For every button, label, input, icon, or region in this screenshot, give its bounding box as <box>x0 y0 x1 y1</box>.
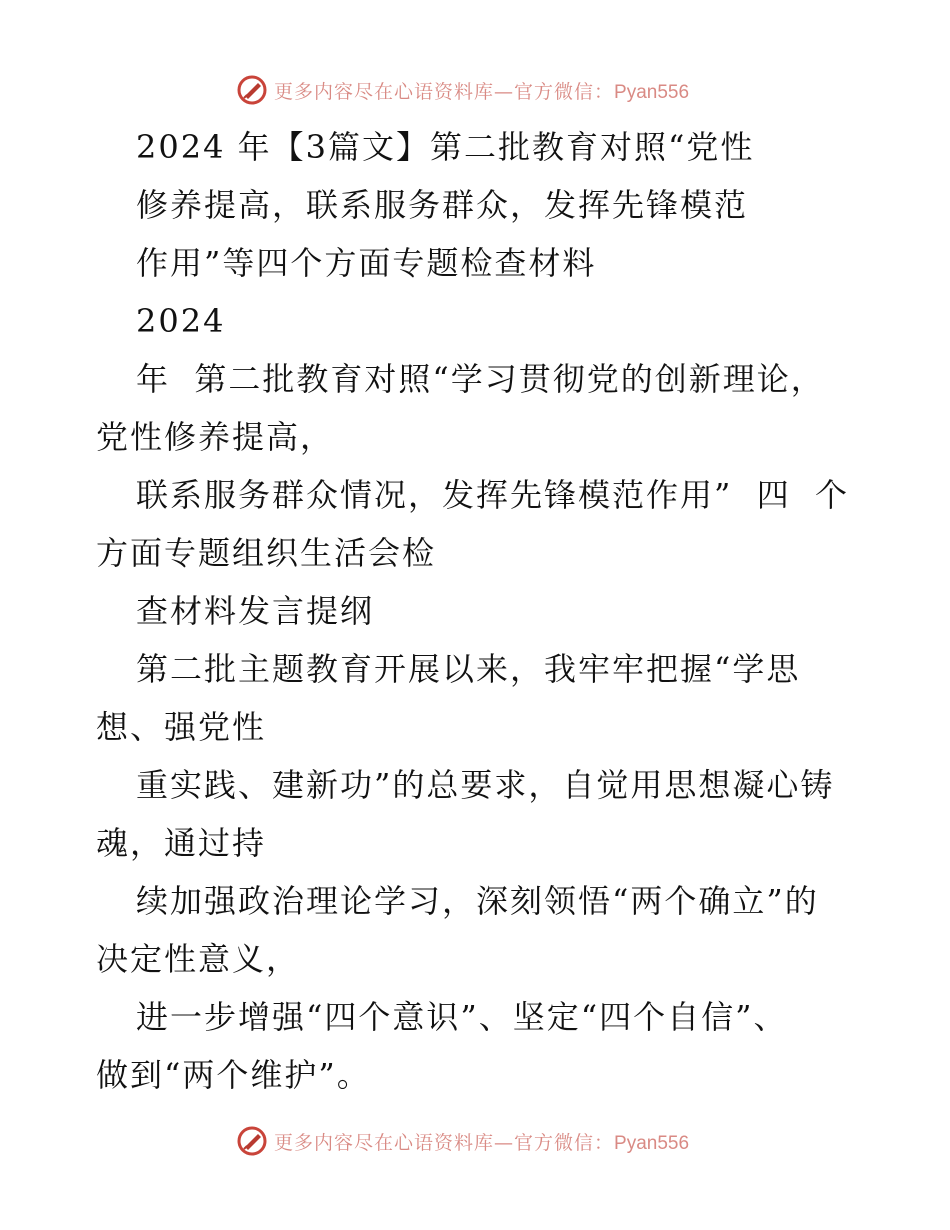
banner-wechat-id: Pyan556 <box>614 1132 690 1154</box>
body-line: 想、强党性 <box>96 708 267 746</box>
body-line: 续加强政治理论学习，深刻领悟“两个确立”的 <box>136 882 819 920</box>
banner-text: 更多内容尽在心语资料库—官方微信：Pyan556 <box>274 1131 690 1154</box>
body-line: 查材料发言提纲 <box>136 592 375 630</box>
title-line-3: 作用”等四个方面专题检查材料 <box>136 244 597 282</box>
body-line: 重实践、建新功”的总要求，自觉用思想凝心铸 <box>136 766 835 804</box>
body-line: 联系服务群众情况，发挥先锋模范作用” 四 个 <box>136 476 850 514</box>
body-line: 方面专题组织生活会检 <box>96 534 437 572</box>
body-line: 决定性意义， <box>96 940 301 978</box>
banner-text: 更多内容尽在心语资料库—官方微信：Pyan556 <box>274 80 690 103</box>
body-line: 年 第二批教育对照“学习贯彻党的创新理论， <box>136 360 825 398</box>
body-line: 进一步增强“四个意识”、坚定“四个自信”、 <box>136 998 788 1036</box>
body-line: 魂，通过持 <box>96 824 267 862</box>
body-line: 2024 <box>136 302 226 340</box>
body-line: 党性修养提高， <box>96 418 335 456</box>
footer-banner <box>236 1124 689 1158</box>
banner-wechat-id: Pyan556 <box>614 81 690 103</box>
header-banner <box>236 73 689 107</box>
logo-icon <box>236 1125 268 1157</box>
body-line: 做到“两个维护”。 <box>96 1056 371 1094</box>
title-line-1: 2024 年【3篇文】第二批教育对照“党性 <box>136 128 755 166</box>
title-line-2: 修养提高，联系服务群众，发挥先锋模范 <box>136 186 749 224</box>
body-line: 第二批主题教育开展以来，我牢牢把握“学思 <box>136 650 801 688</box>
logo-icon <box>236 74 268 106</box>
